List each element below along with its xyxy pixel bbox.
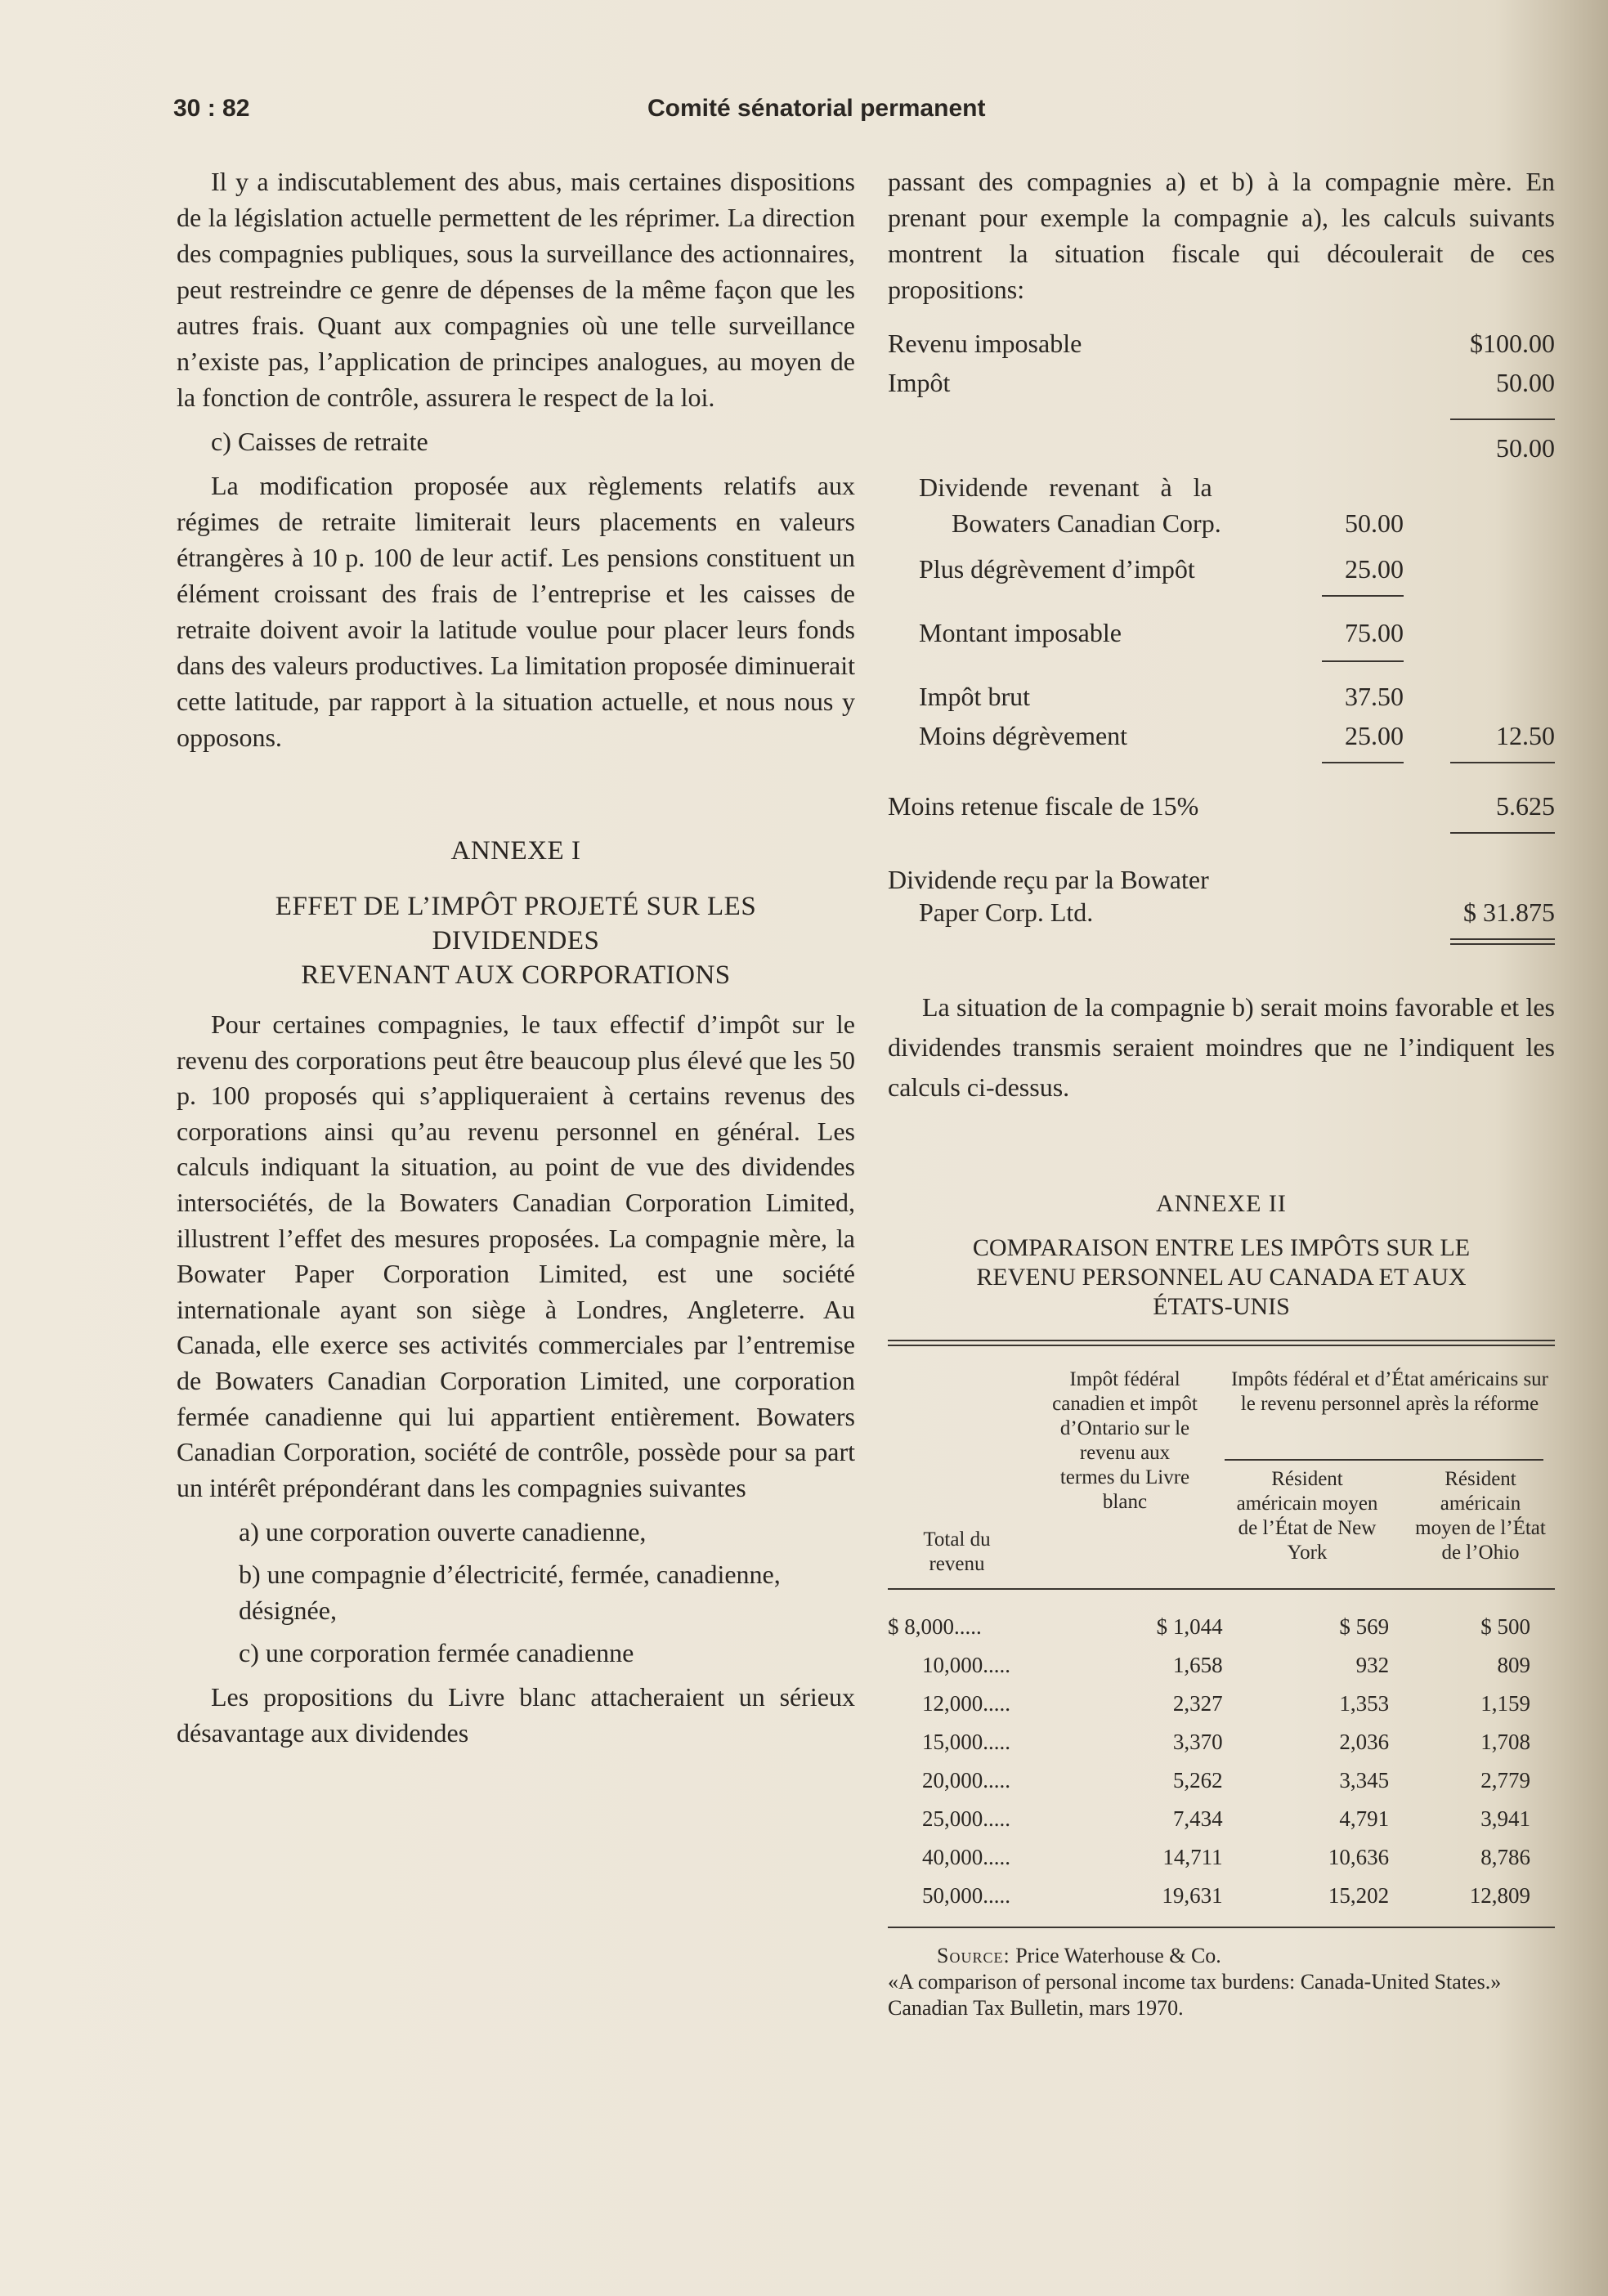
tax-table-header bbox=[888, 1367, 1555, 1588]
table-row bbox=[888, 1646, 1555, 1685]
subheading-caisses-de-retraite: c) Caisses de retraite bbox=[211, 427, 428, 456]
source-line bbox=[888, 1943, 1555, 1969]
cell-newyork-tax: $ 569 bbox=[1339, 1614, 1390, 1639]
cell-ohio-tax: 809 bbox=[1497, 1653, 1530, 1677]
subtotal-amount: 50.00 bbox=[1496, 433, 1555, 463]
cell-total-income: 50,000..... bbox=[922, 1883, 1010, 1908]
cell-canada-tax: 5,262 bbox=[1172, 1768, 1223, 1792]
annex2-title-line2: REVENU PERSONNEL AU CANADA ET AUX bbox=[976, 1264, 1467, 1291]
tax-table bbox=[888, 1608, 1555, 1915]
dividende-label-line1: Dividende revenant à la bbox=[919, 472, 1212, 502]
running-title: Comité sénatorial permanent bbox=[647, 95, 986, 122]
cell-ohio-tax: 1,159 bbox=[1480, 1691, 1530, 1716]
double-rule bbox=[1450, 938, 1555, 945]
impot-label: Impôt bbox=[888, 368, 951, 397]
annex1-label: ANNEXE I bbox=[450, 836, 581, 866]
plus-degrevement-label: Plus dégrèvement d’impôt bbox=[919, 554, 1195, 584]
cell-newyork-tax: 10,636 bbox=[1328, 1845, 1390, 1869]
moins-degrevement-result: 12.50 bbox=[1496, 721, 1555, 750]
cell-total-income: 12,000..... bbox=[922, 1691, 1010, 1716]
paragraph: Pour certaines compagnies, le taux effectif d’impôt sur le revenu des corporations peut être beaucoup plus élevé que les 50 p. 100 proposés qui s’appliqueraient à certains revenus des corporations ainsi qu’au revenu personnel en général. Les calculs indiquant la situation, au point de vue des dividendes intersociétés, de la Bowaters Canadian Corporation Limited, illustrent l’effet des mesures proposées. La compagnie mère, la Bowater Paper Corporation Limited, est une société internationale ayant son siège à Londres, Angleterre. Au Canada, elle exerce ses activités commerciales par l’entremise de Bowaters Canadian Corporation Limited, une corporation fermée canadienne qui lui appartient entièrement. Bowaters Canadian Corporation, société de contrôle, possède pour sa part un intérêt prépondérant dans les compagnies suivantes bbox=[177, 1009, 855, 1502]
cell-newyork-tax: 1,353 bbox=[1339, 1691, 1390, 1716]
group-us-header: Impôts fédéral et d’État américains sur le revenu personnel après la réforme bbox=[1230, 1368, 1549, 1415]
col-canada-header: Impôt fédéral canadien et impôt d’Ontario sur le revenu aux termes du Livre blanc bbox=[1052, 1368, 1198, 1513]
cell-newyork-tax: 2,036 bbox=[1339, 1730, 1390, 1754]
calculation-block bbox=[888, 325, 1555, 979]
cell-total-income: 40,000..... bbox=[922, 1845, 1010, 1869]
rule bbox=[1225, 1459, 1543, 1461]
cell-total-income: $ 8,000..... bbox=[888, 1614, 982, 1639]
annex2-title-line3: ÉTATS-UNIS bbox=[1153, 1293, 1290, 1320]
col-newyork-header: Résident américain moyen de l’État de New York bbox=[1236, 1468, 1378, 1564]
impot-brut-amount: 37.50 bbox=[1345, 682, 1404, 711]
retenue-fiscale-amount: 5.625 bbox=[1496, 791, 1555, 821]
table-row bbox=[888, 1608, 1555, 1646]
cell-canada-tax: 3,370 bbox=[1172, 1730, 1223, 1754]
cell-total-income: 25,000..... bbox=[922, 1806, 1010, 1831]
impot-amount: 50.00 bbox=[1496, 368, 1555, 397]
cell-canada-tax: 14,711 bbox=[1162, 1845, 1223, 1869]
dividende-label-line2: Bowaters Canadian Corp. bbox=[952, 508, 1221, 538]
rule bbox=[1450, 832, 1555, 834]
paragraph: La modification proposée aux règlements relatifs aux régimes de retraite limiterait leurs placements en valeurs étrangères à 10 p. 100 de leur actif. Les pensions constituent un élément croissant des frais de l’entreprise et les caisses de retraite doivent avoir la latitude voulue pour placer leurs fonds dans des valeurs productives. La limitation proposée diminuerait cette latitude, par rapport à la situation actuelle, et nous nous y opposons. bbox=[177, 471, 855, 752]
cell-total-income: 20,000..... bbox=[922, 1768, 1010, 1792]
paragraph: La situation de la compagnie b) serait moins favorable et les dividendes transmis seraient moindres que ne l’indiquent les calculs ci-dessus. bbox=[888, 992, 1555, 1102]
col-total-header: Total du revenu bbox=[923, 1528, 991, 1575]
cell-ohio-tax: 1,708 bbox=[1480, 1730, 1530, 1754]
rule bbox=[1450, 762, 1555, 763]
annex1-title-line1: EFFET DE L’IMPÔT PROJETÉ SUR LES bbox=[275, 892, 757, 921]
table-row bbox=[888, 1838, 1555, 1877]
cell-canada-tax: 2,327 bbox=[1172, 1691, 1223, 1716]
source-text: Price Waterhouse & Co. bbox=[1015, 1944, 1221, 1967]
rule bbox=[1322, 595, 1404, 597]
cell-total-income: 10,000..... bbox=[922, 1653, 1010, 1677]
left-column bbox=[177, 163, 855, 1751]
annex2-title-line1: COMPARAISON ENTRE LES IMPÔTS SUR LE bbox=[972, 1234, 1471, 1261]
annex1-title-line3: REVENANT AUX CORPORATIONS bbox=[301, 960, 731, 990]
montant-imposable-label: Montant imposable bbox=[919, 618, 1122, 647]
rule bbox=[1450, 418, 1555, 420]
source-label: Source: bbox=[937, 1944, 1010, 1967]
rule bbox=[1322, 660, 1404, 662]
dividende-amount: 50.00 bbox=[1345, 508, 1404, 538]
dividende-recu-label-line2: Paper Corp. Ltd. bbox=[919, 897, 1094, 927]
paragraph: passant des compagnies a) et b) à la compagnie mère. En prenant pour exemple la compagnie a), les calculs suivants montrent la situation fiscale qui découlerait de ces propositions: bbox=[888, 167, 1555, 304]
revenu-imposable-label: Revenu imposable bbox=[888, 329, 1082, 358]
cell-canada-tax: 7,434 bbox=[1172, 1806, 1223, 1831]
page-header bbox=[173, 90, 1416, 131]
list-item-a: a) une corporation ouverte canadienne, bbox=[239, 1517, 647, 1547]
impot-brut-label: Impôt brut bbox=[919, 682, 1030, 711]
table-row bbox=[888, 1723, 1555, 1761]
moins-degrevement-label: Moins dégrèvement bbox=[919, 721, 1128, 750]
dividende-recu-label-line1: Dividende reçu par la Bowater bbox=[888, 865, 1209, 894]
list-item-b: b) une compagnie d’électricité, fermée, canadienne, désignée, bbox=[239, 1560, 781, 1626]
table-top-rule bbox=[888, 1340, 1555, 1346]
annex2-label: ANNEXE II bbox=[1156, 1190, 1287, 1217]
cell-canada-tax: 19,631 bbox=[1162, 1883, 1223, 1908]
cell-newyork-tax: 15,202 bbox=[1328, 1883, 1390, 1908]
table-row bbox=[888, 1800, 1555, 1838]
rule bbox=[1322, 762, 1404, 763]
retenue-fiscale-label: Moins retenue fiscale de 15% bbox=[888, 791, 1199, 821]
table-row bbox=[888, 1685, 1555, 1723]
plus-degrevement-amount: 25.00 bbox=[1345, 554, 1404, 584]
cell-canada-tax: $ 1,044 bbox=[1156, 1614, 1223, 1639]
col-ohio-header: Résident américain moyen de l’État de l’Ohio bbox=[1415, 1468, 1546, 1564]
cell-newyork-tax: 3,345 bbox=[1339, 1768, 1390, 1792]
cell-ohio-tax: 3,941 bbox=[1480, 1806, 1530, 1831]
cell-total-income: 15,000..... bbox=[922, 1730, 1010, 1754]
moins-degrevement-amount: 25.00 bbox=[1345, 721, 1404, 750]
annex1-title-line2: DIVIDENDES bbox=[432, 926, 600, 956]
cell-newyork-tax: 932 bbox=[1355, 1653, 1390, 1677]
cell-ohio-tax: 2,779 bbox=[1480, 1768, 1530, 1792]
cell-canada-tax: 1,658 bbox=[1172, 1653, 1223, 1677]
paragraph: Les propositions du Livre blanc attacheraient un sérieux désavantage aux dividendes bbox=[177, 1682, 855, 1748]
dividende-recu-amount: $ 31.875 bbox=[1463, 897, 1555, 927]
cell-newyork-tax: 4,791 bbox=[1339, 1806, 1390, 1831]
paragraph: Il y a indiscutablement des abus, mais certaines dispositions de la législation actuelle permettent de les réprimer. La direction des compagnies publiques, sous la surveillance des actionnaires, peut restreindre ce genre de dépenses de la même façon que les autres frais. Quant aux compagnies où une telle surveillance n’existe pas, l’application de principes analogues, au moyen de la fonction de contrôle, assurera le respect de la loi. bbox=[177, 167, 855, 412]
source-reference: «A comparison of personal income tax burdens: Canada-United States.» Canadian Tax Bulletin, mars 1970. bbox=[888, 1970, 1502, 2020]
list-item-c: c) une corporation fermée canadienne bbox=[239, 1638, 634, 1668]
table-row bbox=[888, 1761, 1555, 1800]
cell-ohio-tax: 8,786 bbox=[1480, 1845, 1530, 1869]
cell-ohio-tax: 12,809 bbox=[1469, 1883, 1530, 1908]
table-row bbox=[888, 1877, 1555, 1915]
revenu-imposable-amount: $100.00 bbox=[1470, 329, 1555, 358]
cell-ohio-tax: $ 500 bbox=[1480, 1614, 1530, 1639]
page-number: 30 : 82 bbox=[173, 95, 250, 122]
montant-imposable-amount: 75.00 bbox=[1345, 618, 1404, 647]
right-column bbox=[888, 163, 1555, 2021]
